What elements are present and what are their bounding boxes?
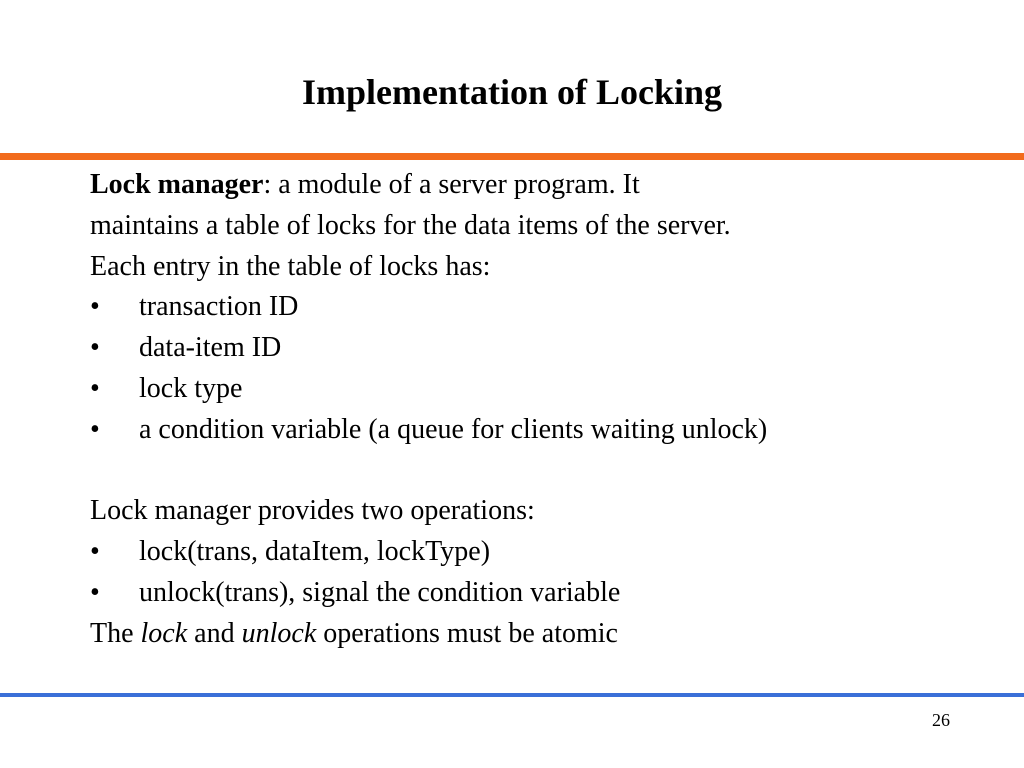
spacer — [90, 451, 970, 492]
bullet-icon: • — [90, 576, 100, 608]
entry-bullet-item — [90, 287, 970, 328]
entry-bullet-item — [90, 328, 970, 369]
page-number: 26 — [932, 710, 950, 730]
entry-bullet-item — [90, 410, 970, 451]
entry-bullet-text: lock type — [139, 372, 243, 404]
operation-bullet-item — [90, 532, 970, 573]
atomicity-prefix: The — [90, 617, 141, 649]
slide-body — [90, 165, 970, 655]
bottom-divider — [0, 693, 1024, 697]
intro-line-1 — [90, 165, 970, 206]
atomicity-suffix: operations must be atomic — [316, 617, 618, 649]
lock-term: lock — [140, 617, 188, 649]
bullet-icon: • — [90, 372, 100, 404]
unlock-term: unlock — [241, 617, 317, 649]
lock-manager-definition: : a module of a server program. It — [263, 169, 640, 200]
atomicity-conjunction: and — [187, 617, 242, 649]
bullet-icon: • — [90, 413, 100, 445]
entry-bullet-text: a condition variable (a queue for clients waiting unlock) — [139, 413, 768, 445]
lock-manager-term: Lock manager — [90, 169, 264, 200]
operation-bullet-text: lock(trans, dataItem, lockType) — [139, 536, 491, 568]
entry-bullet-text: transaction ID — [139, 291, 299, 323]
operations-heading: Lock manager provides two operations: — [90, 495, 535, 527]
entry-heading: Each entry in the table of locks has: — [90, 250, 491, 282]
entry-bullet-item — [90, 369, 970, 410]
bullet-icon: • — [90, 536, 100, 568]
operation-bullet-item — [90, 573, 970, 614]
intro-line-2: maintains a table of locks for the data items of the server. — [90, 209, 731, 241]
entry-bullet-text: data-item ID — [139, 332, 282, 364]
operation-bullet-text: unlock(trans), signal the condition variable — [139, 576, 621, 608]
bullet-icon: • — [90, 291, 100, 323]
slide-title: Implementation of Locking — [301, 72, 722, 112]
top-divider — [0, 153, 1024, 160]
atomicity-note — [90, 614, 970, 655]
bullet-icon: • — [90, 332, 100, 364]
